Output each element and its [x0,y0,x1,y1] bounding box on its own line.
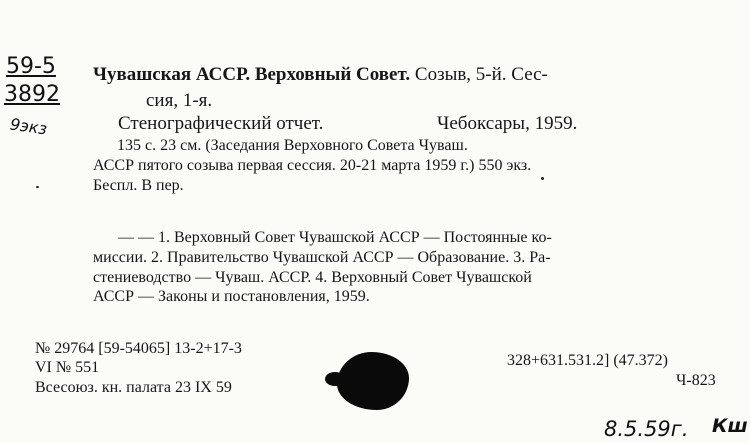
entry-author: Чувашская АССР. [93,64,251,85]
entry-title-part-1: Созыв, 5-й. Сес- [414,64,548,85]
handwritten-initials: Кш [712,415,748,437]
book-chamber-line: Всесоюз. кн. палата 23 IX 59 [35,379,232,396]
entry-title-part-2: сия, 1-я. [146,90,213,111]
entry-description-2: АССР пятого созыва первая сессия. 20-21 марта 1959 г.) 550 экз. [93,157,532,174]
handwritten-code-1: 59-5 [6,54,56,79]
handwritten-copies-note: 9экз [8,114,49,139]
entry-author-body: Верховный Совет. [254,64,411,85]
handwritten-date: 8.5.59г. [604,417,689,441]
ink-speck [541,177,544,180]
subjects-line-3: стениеводство — Чуваш. АССР. 4. Верховный Совет Чувашской [93,269,532,286]
subjects-line-4: АССР — Законы и постановления, 1959. [93,288,370,305]
entry-description-1: 135 с. 23 см. (Заседания Верховного Совета Чуваш. [117,137,468,154]
entry-description-3: Беспл. В пер. [93,177,184,194]
registry-vi-number: VI № 551 [35,359,100,376]
registry-number: № 29764 [59-54065] 13-2+17-3 [35,340,242,357]
entry-heading [93,64,548,86]
ink-speck [36,186,39,188]
entry-title-part-3: Стенографический отчет. [118,113,324,134]
entry-imprint: Чебоксары, 1959. [437,113,578,134]
ink-stamp [337,352,409,410]
classification-code: Ч-823 [676,372,716,389]
classification-index: 328+631.531.2] (47.372) [507,352,669,369]
subjects-line-2: миссии. 2. Правительство Чувашской АССР — Образование. 3. Ра- [93,249,551,266]
handwritten-code-2: 3892 [4,82,60,107]
subjects-line-1: — — 1. Верховный Совет Чувашской АССР — Постоянные ко- [118,229,552,246]
